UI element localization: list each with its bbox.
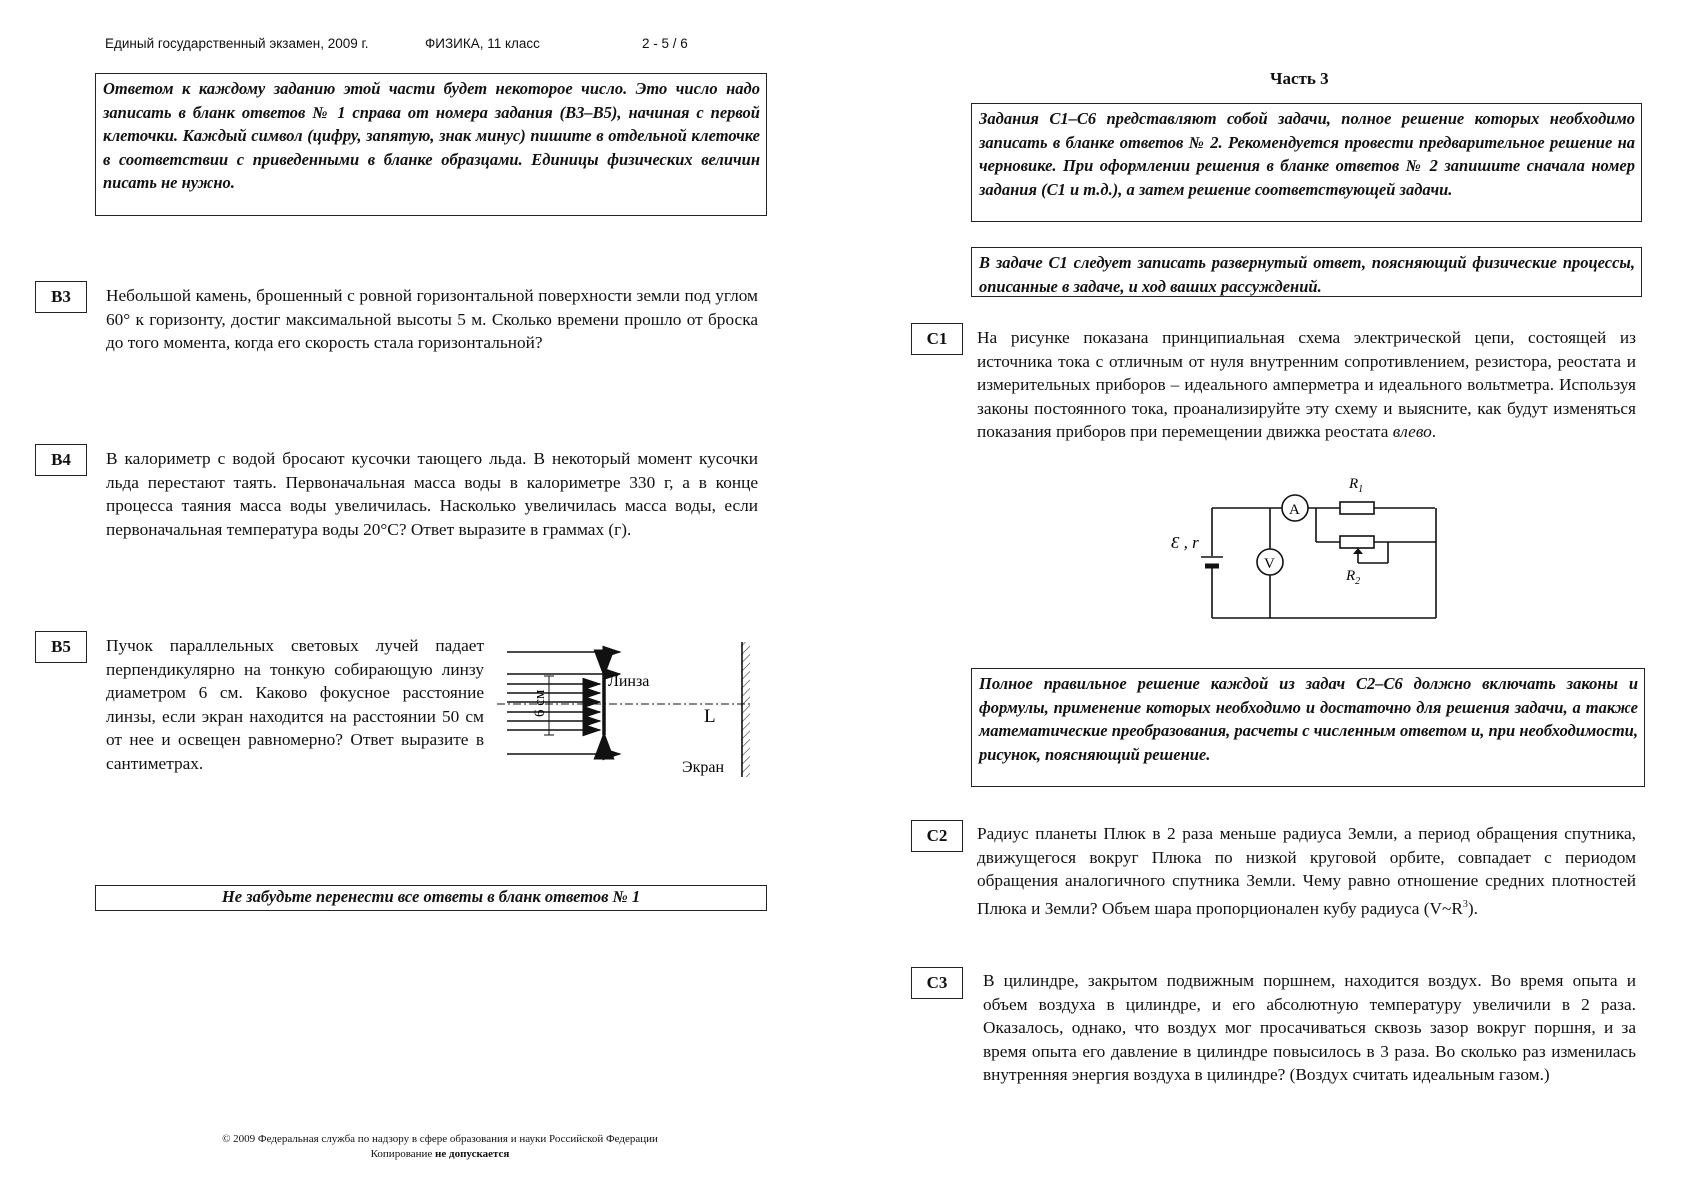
task-c3-text: В цилиндре, закрытом подвижным поршнем, находится воздух. Во время опыта и объем воздуха в цилиндре, и его абсолютную температуру увеличили в 2 раза. Оказалось, однако, что воздух мог просачиваться сквозь зазор вокруг поршня, и за время опыта его давление в цилиндре повысилось в 3 раза. Во сколько раз изменилась внутренняя энергия воздуха в цилиндре? (Воздух считать идеальным газом.) xyxy=(983,971,1636,1084)
circuit-figure xyxy=(1165,468,1450,623)
voltmeter-label: V xyxy=(1264,556,1275,572)
ammeter-label: A xyxy=(1289,502,1300,518)
source-label: Ɛ , r xyxy=(1171,533,1199,552)
part2-instructions: Ответом к каждому заданию этой части будет некоторое число. Это число надо записать в бланк ответов № 1 справа от номера задания (В3–В5), начиная с первой клеточки. Каждый символ (цифру, запятую, знак минус) пишите в отдельной клеточке в соответствии с приведенными в бланке образцами. Единицы физических величин писать не нужно. xyxy=(95,73,767,216)
task-c2-text: Радиус планеты Плюк в 2 раза меньше радиуса Земли, а период обращения спутника, движущегося вокруг Плюка по низкой круговой орбите, совпадает с периодом обращения аналогичного спутника Земли. Чему равно отношение средних плотностей Плюка и Земли? Объем шара пропорционален кубу радиуса $(V\sim R^3)$. xyxy=(977,824,1636,918)
subject-label: ФИЗИКА, 11 класс xyxy=(425,36,540,51)
page-number: 2 - 5 / 6 xyxy=(642,36,688,51)
rheostat-r2-icon xyxy=(1340,536,1374,548)
task-b4-text: В калориметр с водой бросают кусочки тающего льда. В некоторый момент кусочки льда перестают таять. Первоначальная масса воды в калориметре 330 г, а в конце процесса таяния масса воды увеличилась. Насколько увеличилась масса воды, если первоначальная температура воды 20°С? Ответ выразите в граммах (г). xyxy=(106,449,758,539)
task-b5-text: Пучок параллельных световых лучей падает перпендикулярно на тонкую собирающую линзу диаметром 6 см. Каково фокусное расстояние линзы, если экран находится на расстоянии 50 см от нее и освещен равномерно? Ответ выразите в сантиметрах. xyxy=(106,636,484,773)
rheostat-slider-icon xyxy=(1353,548,1363,554)
task-label-b3: B3 xyxy=(35,281,87,313)
c1-instructions: В задаче С1 следует записать развернутый ответ, поясняющий физические процессы, описанные в задаче, и ход ваших рассуждений. xyxy=(971,247,1642,297)
footer-copy-notice: Копирование не допускается xyxy=(370,1148,510,1160)
task-b3-text: Небольшой камень, брошенный с ровной горизонтальной поверхности земли под углом 60° к горизонту, достиг максимальной высоты 5 м. Сколько времени прошло от броска до того момента, когда его скорость стала горизонтальной? xyxy=(106,286,758,352)
task-label-b5: B5 xyxy=(35,631,87,663)
resistor-r1-icon xyxy=(1340,502,1374,514)
task-label-c2: C2 xyxy=(911,820,963,852)
c2-c6-instructions: Полное правильное решение каждой из задач С2–С6 должно включать законы и формулы, применение которых необходимо и достаточно для решения задачи, а также математические преобразования, расчеты с численным ответом и, при необходимости, рисунок, поясняющий решение. xyxy=(971,668,1645,787)
task-label-c1: C1 xyxy=(911,323,963,355)
lens-figure xyxy=(492,632,762,782)
footer-copyright: © 2009 Федеральная служба по надзору в сфере образования и науки Российской Федерации xyxy=(222,1133,658,1145)
screen-label: Экран xyxy=(682,759,724,776)
circuit-wires xyxy=(1212,508,1436,618)
footer xyxy=(150,1132,730,1162)
r2-label: $R_2$ xyxy=(1346,568,1361,587)
part3-instructions: Задания С1–С6 представляют собой задачи, полное решение которых необходимо записать в бланке ответов № 2. Рекомендуется провести предварительное решение на черновике. При оформлении решения в бланке ответов № 2 запишите сначала номер задания (С1 и т.д.), а затем решение соответствующей задачи. xyxy=(971,103,1642,222)
part3-title: Часть 3 xyxy=(1270,69,1329,88)
reminder-box: Не забудьте перенести все ответы в бланк ответов № 1 xyxy=(95,885,767,911)
distance-label: L xyxy=(704,706,716,727)
task-label-b4: B4 xyxy=(35,444,87,476)
task-label-c3: C3 xyxy=(911,967,963,999)
diameter-label: 6 см xyxy=(532,689,548,717)
exam-title: Единый государственный экзамен, 2009 г. xyxy=(105,36,369,51)
task-c1-text: На рисунке показана принципиальная схема электрической цепи, состоящей из источника тока с отличным от нуля внутренним сопротивлением, резистора, реостата и измерительных приборов – идеального амперметра и идеального вольтметра. Используя законы постоянного тока, проанализируйте эту схему и выясните, как будут изменяться показания приборов при перемещении движка реостата влево. xyxy=(977,328,1636,441)
lens-label: Линза xyxy=(608,673,650,690)
r1-label: $R_1$ xyxy=(1349,476,1364,495)
